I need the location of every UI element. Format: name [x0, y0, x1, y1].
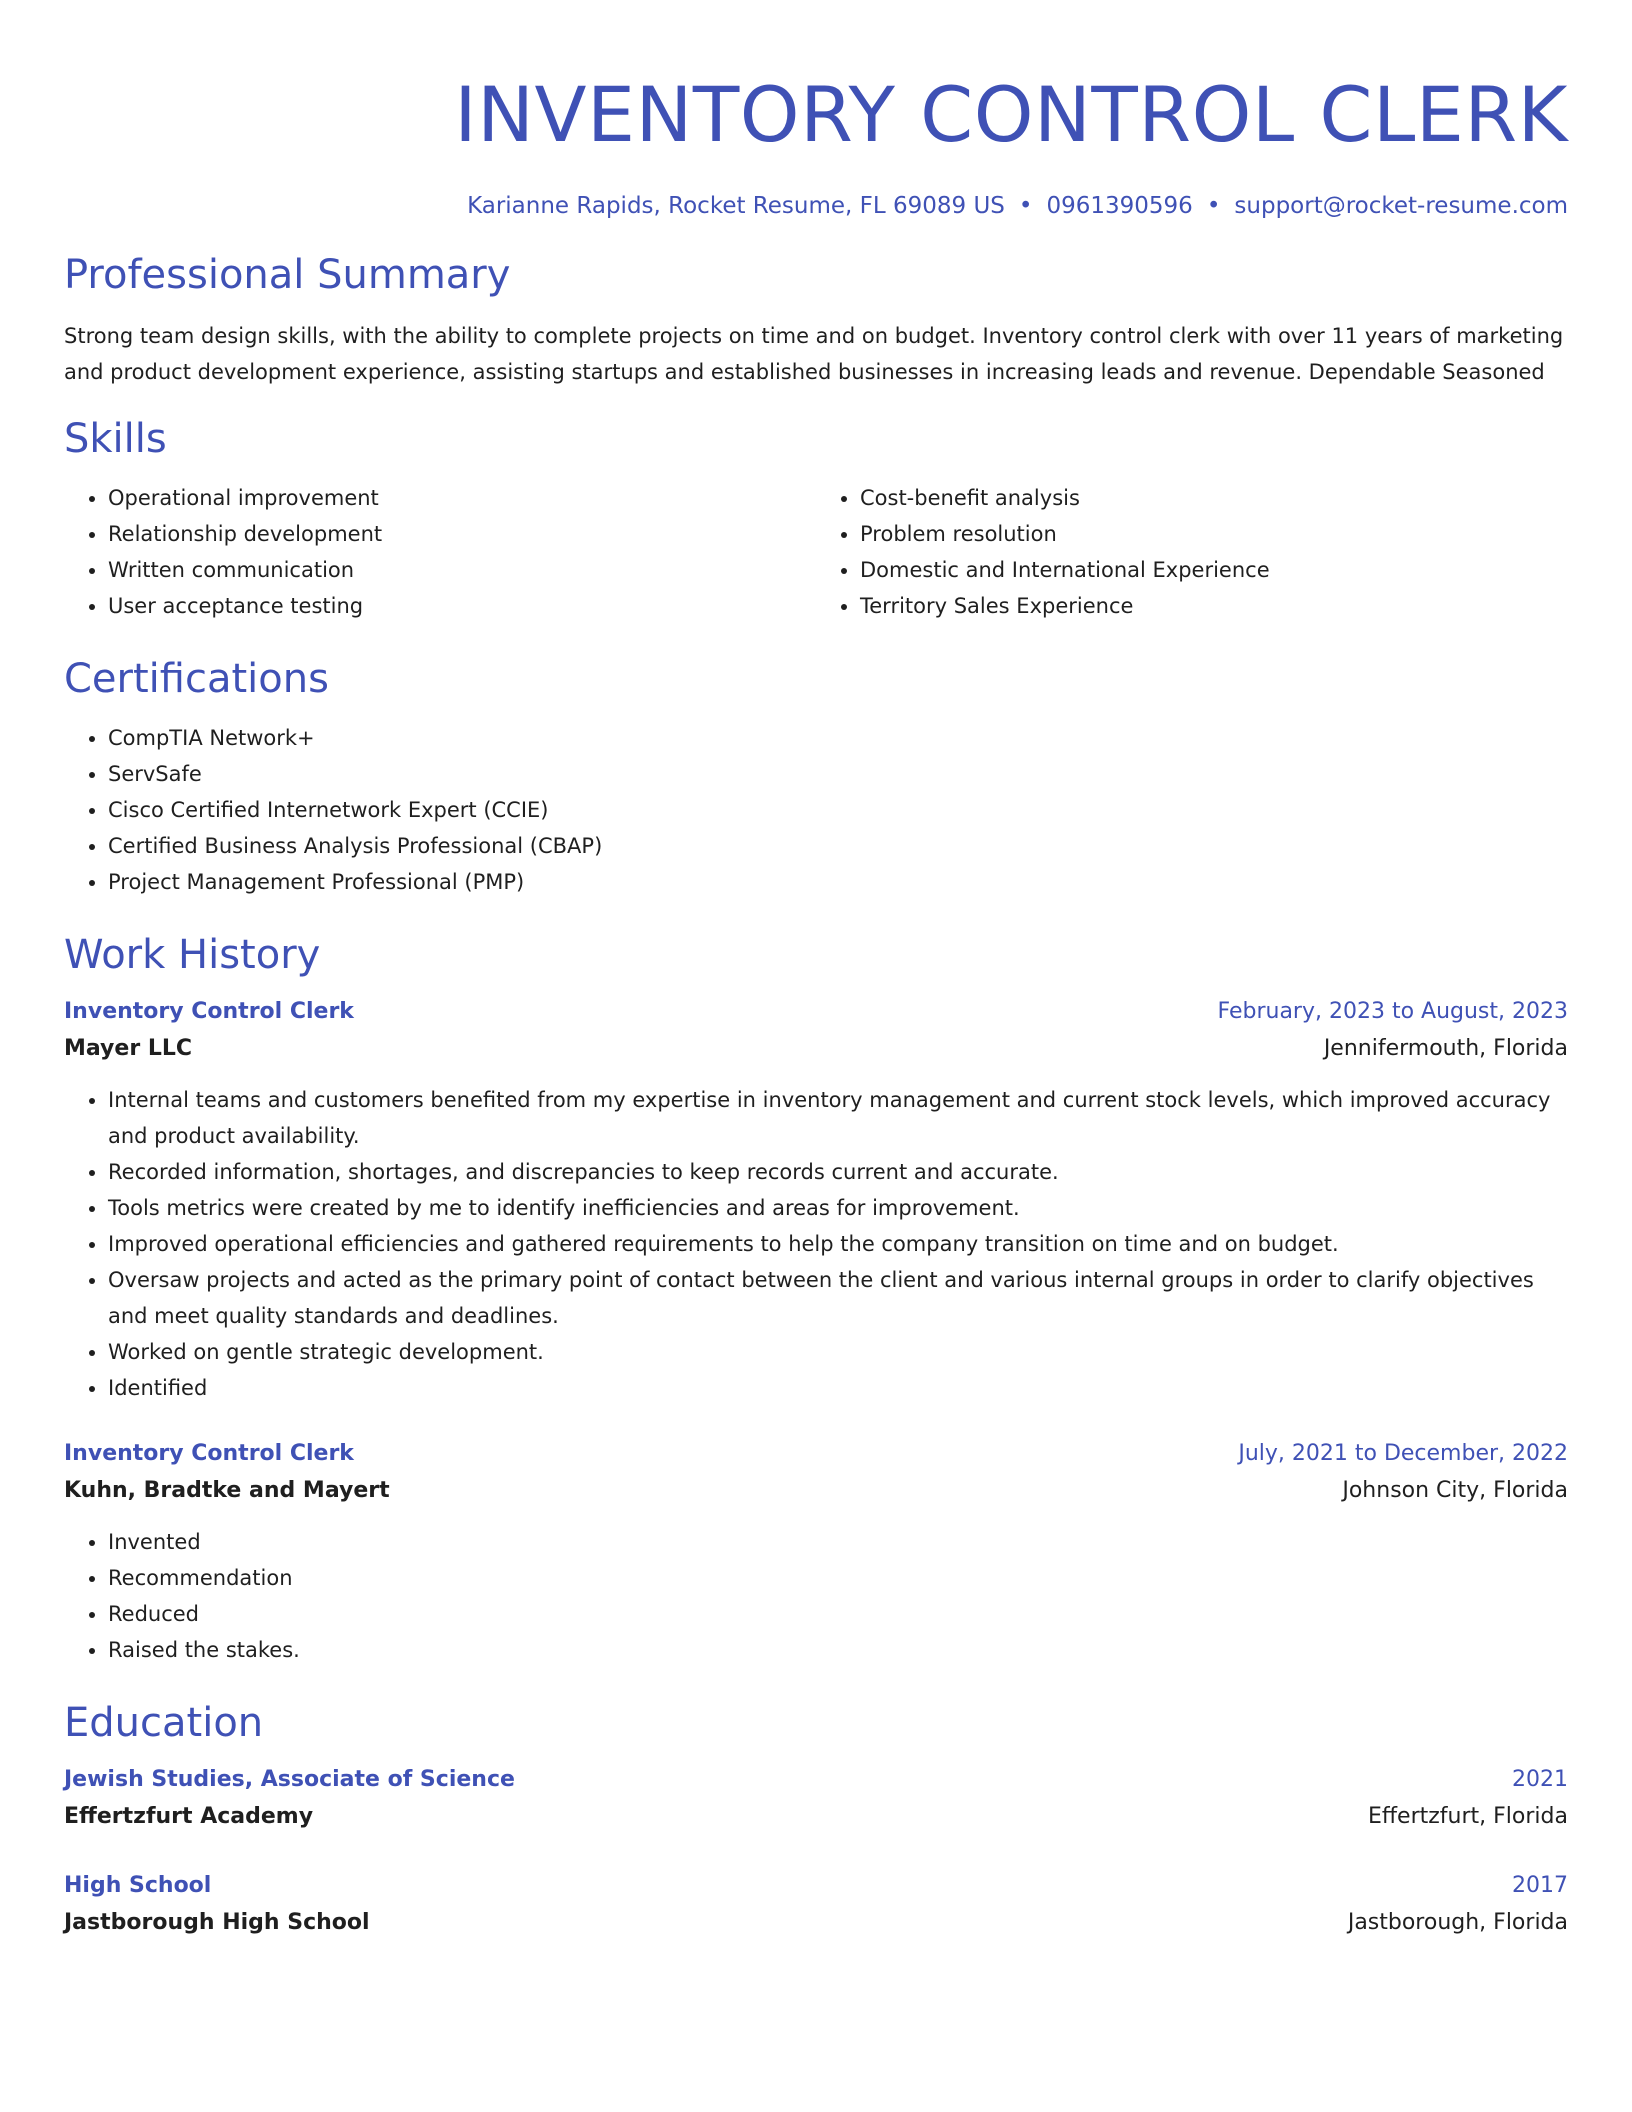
job-location: Johnson City, Florida	[1342, 1478, 1568, 1503]
section-title-skills: Skills	[64, 416, 167, 462]
certification-item: • ServSafe	[108, 756, 1568, 792]
education-section	[64, 1698, 1568, 1942]
education-location: Jastborough, Florida	[1347, 1910, 1568, 1935]
education-year: 2021	[1512, 1767, 1568, 1792]
skills-grid	[64, 480, 1568, 624]
job-company: Mayer LLC	[64, 1036, 193, 1061]
job-bullet: • Oversaw projects and acted as the primary point of contact between the client and various internal groups in order to clarify objectives and meet quality standards and deadlines.	[108, 1262, 1568, 1334]
job-bullet: • Invented	[108, 1524, 1568, 1560]
job-bullet: • Internal teams and customers benefited from my expertise in inventory management and current stock levels, which improved accuracy and product availability.	[108, 1082, 1568, 1154]
job-entry	[64, 994, 1568, 1406]
job-bullet: • Recorded information, shortages, and discrepancies to keep records current and accurate.	[108, 1154, 1568, 1190]
job-title: Inventory Control Clerk	[64, 999, 354, 1024]
job-bullets	[64, 1082, 1568, 1406]
section-title-certifications: Certifications	[64, 656, 329, 702]
work-history-section	[64, 930, 1568, 1668]
summary-section	[64, 250, 1568, 390]
contact-address: Karianne Rapids, Rocket Resume, FL 69089 US	[467, 193, 1005, 219]
job-bullet: • Identified	[108, 1370, 1568, 1406]
certifications-list	[64, 720, 1568, 900]
education-school: Jastborough High School	[64, 1910, 370, 1935]
job-dates: July, 2021 to December, 2022	[1238, 1441, 1568, 1466]
education-location: Effertzfurt, Florida	[1368, 1804, 1568, 1829]
certification-item: • Project Management Professional (PMP)	[108, 864, 1568, 900]
education-entry	[64, 1868, 1568, 1942]
contact-separator: •	[1206, 193, 1221, 219]
contact-line	[64, 190, 1568, 222]
skill-item: • Operational improvement	[108, 480, 816, 516]
job-bullet: • Tools metrics were created by me to identify inefficiencies and areas for improvement.	[108, 1190, 1568, 1226]
skill-item: • User acceptance testing	[108, 588, 816, 624]
skills-section	[64, 414, 1568, 624]
job-bullet: • Raised the stakes.	[108, 1632, 1568, 1668]
skill-item: • Written communication	[108, 552, 816, 588]
skill-item: • Problem resolution	[860, 516, 1568, 552]
education-header	[64, 1762, 1568, 1798]
job-bullet: • Worked on gentle strategic development.	[108, 1334, 1568, 1370]
skill-item: • Cost-benefit analysis	[860, 480, 1568, 516]
job-location: Jennifermouth, Florida	[1323, 1036, 1568, 1061]
skills-list-left	[64, 480, 816, 624]
job-company: Kuhn, Bradtke and Mayert	[64, 1478, 390, 1503]
contact-separator: •	[1018, 193, 1033, 219]
job-header	[64, 994, 1568, 1030]
resume-header	[64, 60, 1568, 222]
education-subheader	[64, 1798, 1568, 1836]
certification-item: • Cisco Certified Internetwork Expert (CCIE)	[108, 792, 1568, 828]
candidate-title: INVENTORY CONTROL CLERK	[454, 70, 1568, 159]
skill-item: • Relationship development	[108, 516, 816, 552]
contact-email: support@rocket-resume.com	[1234, 193, 1568, 219]
section-title-work-history: Work History	[64, 932, 321, 978]
education-entry	[64, 1762, 1568, 1836]
job-subheader	[64, 1472, 1568, 1510]
education-degree: Jewish Studies, Associate of Science	[64, 1767, 515, 1792]
job-bullet: • Reduced	[108, 1596, 1568, 1632]
job-title: Inventory Control Clerk	[64, 1441, 354, 1466]
skill-item: • Domestic and International Experience	[860, 552, 1568, 588]
education-header	[64, 1868, 1568, 1904]
job-subheader	[64, 1030, 1568, 1068]
education-subheader	[64, 1904, 1568, 1942]
summary-text: Strong team design skills, with the ability to complete projects on time and on budget. Inventory control clerk with over 11 years of marketing and product development experience, assisting startups and established businesses in increasing leads and revenue. Dependable Seasoned	[64, 324, 1564, 384]
skill-item: • Territory Sales Experience	[860, 588, 1568, 624]
job-bullet: • Recommendation	[108, 1560, 1568, 1596]
section-title-summary: Professional Summary	[64, 252, 511, 298]
job-bullet: • Improved operational efficiencies and gathered requirements to help the company transition on time and on budget.	[108, 1226, 1568, 1262]
job-bullets	[64, 1524, 1568, 1668]
job-entry	[64, 1436, 1568, 1668]
certifications-section	[64, 654, 1568, 900]
job-header	[64, 1436, 1568, 1472]
section-title-education: Education	[64, 1700, 264, 1746]
job-dates: February, 2023 to August, 2023	[1217, 999, 1568, 1024]
education-degree: High School	[64, 1873, 212, 1898]
education-school: Effertzfurt Academy	[64, 1804, 314, 1829]
skills-list-right	[816, 480, 1568, 624]
education-year: 2017	[1512, 1873, 1568, 1898]
contact-phone: 0961390596	[1046, 193, 1193, 219]
certification-item: • CompTIA Network+	[108, 720, 1568, 756]
certification-item: • Certified Business Analysis Professional (CBAP)	[108, 828, 1568, 864]
